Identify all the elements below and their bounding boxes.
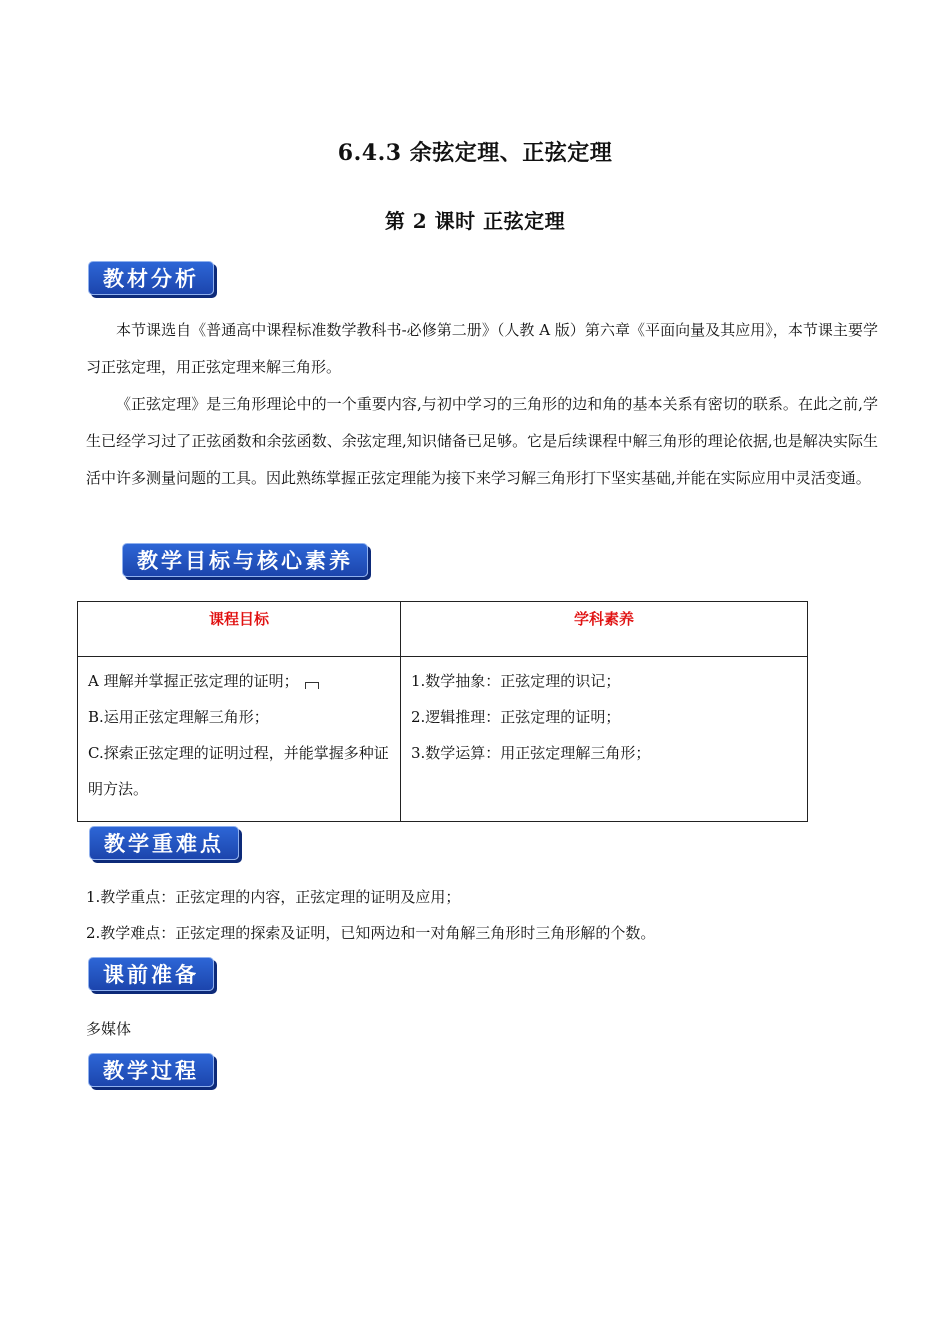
literacy-item-1: 1.数学抽象：正弦定理的识记； <box>411 672 621 690</box>
section-badge-prep: 课前准备 <box>88 957 214 991</box>
course-goal-a: A 理解并掌握正弦定理的证明； <box>88 663 390 699</box>
course-goal-b: B.运用正弦定理解三角形； <box>88 708 269 726</box>
table-header-course-goals: 课程目标 <box>78 602 401 657</box>
edit-mark-icon <box>305 682 319 689</box>
analysis-paragraph-2: 《正弦定理》是三角形理论中的一个重要内容,与初中学习的三角形的边和角的基本关系有密切的联系。在此之前,学生已经学习过了正弦函数和余弦函数、余弦定理,知识储备已足够。它是后续课程中解三角形的理论依据,也是解决实际生活中许多测量问题的工具。因此熟练掌握正弦定理能为接下来学习解三角形打下坚实基础,并能在实际应用中灵活变通。 <box>86 395 878 487</box>
literacy-item-2: 2.逻辑推理：正弦定理的证明； <box>411 708 621 726</box>
key-point: 1.教学重点：正弦定理的内容，正弦定理的证明及应用； <box>86 888 461 906</box>
difficult-point: 2.教学难点：正弦定理的探索及证明，已知两边和一对角解三角形时三角形解的个数。 <box>86 924 656 942</box>
prep-text: 多媒体 <box>86 1020 132 1038</box>
section-badge-process: 教学过程 <box>88 1053 214 1087</box>
table-header-literacy: 学科素养 <box>401 602 808 657</box>
document-subtitle: 第 2 课时 正弦定理 <box>384 209 566 233</box>
section-badge-keypoints: 教学重难点 <box>89 826 239 860</box>
section-badge-analysis: 教材分析 <box>88 261 214 295</box>
literacy-cell <box>401 657 808 822</box>
section-badge-goals: 教学目标与核心素养 <box>122 543 368 577</box>
goals-table <box>77 601 808 822</box>
literacy-item-3: 3.数学运算：用正弦定理解三角形； <box>411 744 651 762</box>
document-title: 6.4.3 余弦定理、正弦定理 <box>337 140 613 166</box>
course-goals-cell <box>78 657 401 822</box>
course-goal-c: C.探索正弦定理的证明过程，并能掌握多种证明方法。 <box>88 744 389 798</box>
analysis-paragraph-1: 本节课选自《普通高中课程标准数学教科书-必修第二册》（人教 A 版）第六章《平面向量及其应用》，本节课主要学习正弦定理，用正弦定理来解三角形。 <box>86 321 878 376</box>
